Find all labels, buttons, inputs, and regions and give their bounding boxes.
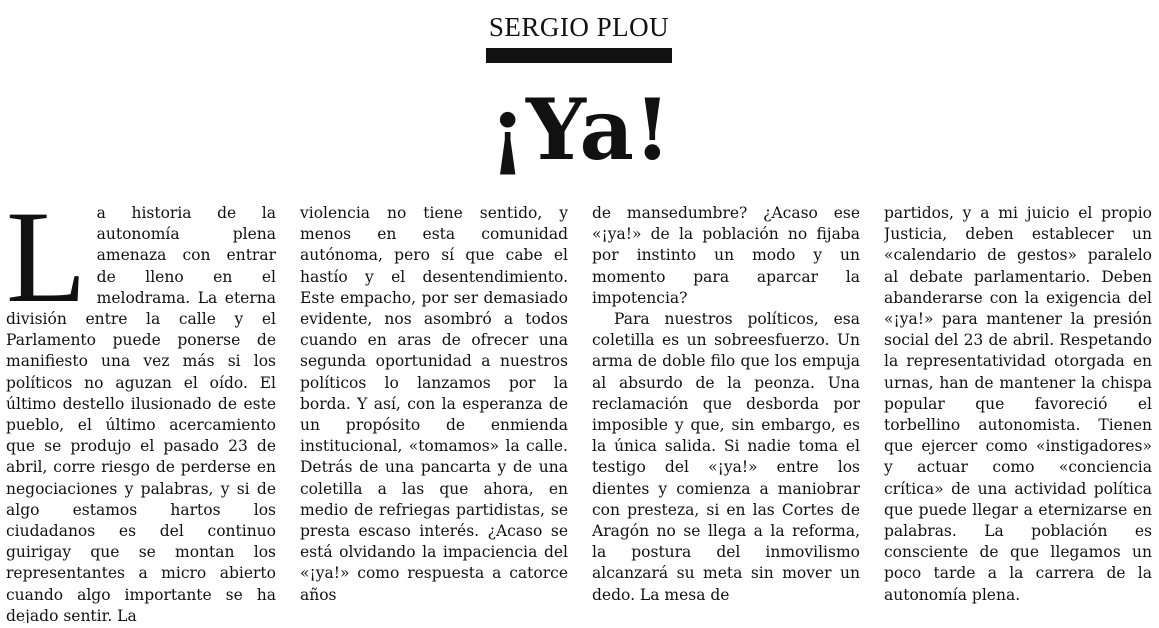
paragraph: de mansedumbre? ¿Acaso ese «¡ya!» de la población no fijaba por instinto un modo y un momento para aparcar la impotencia? bbox=[592, 204, 860, 307]
author-byline: SERGIO PLOU bbox=[488, 12, 670, 42]
paragraph: partidos, y a mi juicio el propio Justicia, deben establecer un «calendario de gestos» paralelo al debate parlamentario. Deben abanderarse con la exigencia del «¡ya!» para mantener la presión social del 23 de abril. Respetando la representatividad otorgada en urnas, han de mantener la chispa popular que favoreció el torbellino autonomista. Tienen que ejercer como «instigadores» y actuar como «conciencia crítica» de una actividad política que puede llegar a eternizarse en palabras. La población es consciente de que llegamos un poco tarde a la carrera de la autonomía plena. bbox=[884, 204, 1152, 604]
byline-block bbox=[486, 10, 672, 63]
paragraph: violencia no tiene sentido, y menos en esta comunidad autónoma, pero sí que cabe el hastío y el desentendimiento. Este empacho, por ser demasiado evidente, nos asombró a todos cuando en aras de ofrecer una segunda oportunidad a nuestros políticos lo lanzamos por la borda. Y así, con la esperanza de un propósito de enmienda institucional, «tomamos» la calle. Detrás de una pancarta y de una coletilla a las que ahora, en medio de refriegas partidistas, se presta escaso interés. ¿Acaso se está olvidando la impaciencia del «¡ya!» como respuesta a catorce años bbox=[300, 204, 568, 604]
paragraph: a historia de la autonomía plena amenaza con entrar de lleno en el melodrama. La eterna división entre la calle y el Parlamento puede ponerse de manifiesto una vez más si los políticos no aguzan el oído. El último destello ilusionado de este pueblo, el último acercamiento que se produjo el pasado 23 de abril, corre riesgo de perderse en negociaciones y palabras, y si de algo estamos hartos los ciudadanos es del continuo guirigay que se montan los representantes a micro abierto cuando algo importante se ha dejado sentir. La bbox=[6, 204, 276, 623]
byline-rule bbox=[486, 48, 672, 63]
article-title: ¡Ya! bbox=[489, 80, 671, 179]
drop-cap: L bbox=[6, 203, 87, 330]
paragraph: Para nuestros políticos, esa coletilla es un sobreesfuerzo. Un arma de doble filo que los empuja al absurdo de la peonza. Una reclamación que desborda por imposible y que, sin embargo, es la única salida. Si nadie toma el testigo del «¡ya!» entre los dientes y comienza a maniobrar con presteza, si en las Cortes de Aragón no se llega a la reforma, la postura del inmovilismo alcanzará su meta sin mover un dedo. La mesa de bbox=[592, 310, 860, 604]
article-column-1 bbox=[6, 203, 276, 623]
article-column-4 bbox=[884, 203, 1152, 623]
article-column-2 bbox=[300, 203, 568, 623]
article-column-3 bbox=[592, 203, 860, 623]
